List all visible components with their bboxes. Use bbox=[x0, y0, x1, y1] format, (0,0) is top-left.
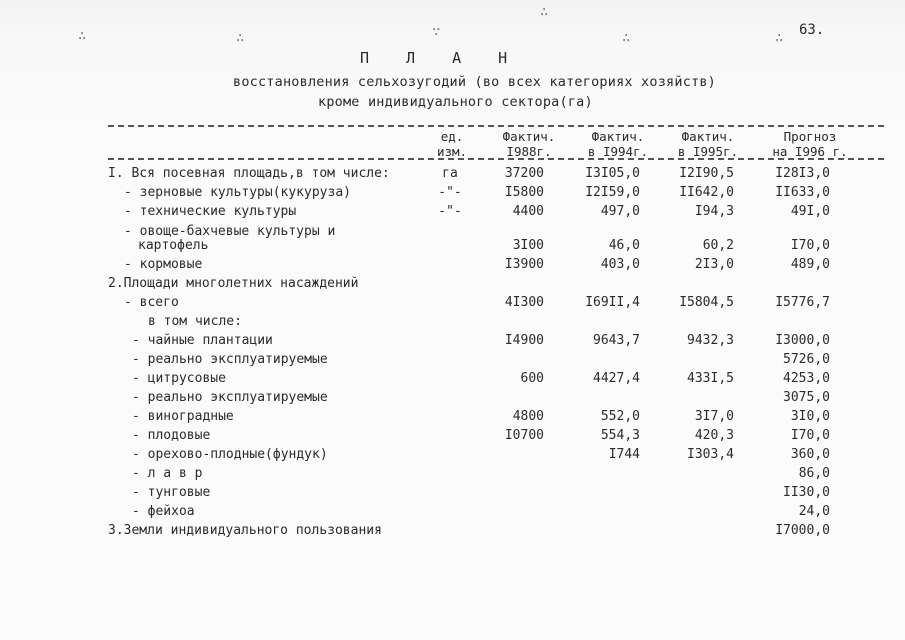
cell-1996: I70,0 bbox=[790, 238, 830, 253]
cell-1994: 4427,4 bbox=[593, 371, 640, 386]
cell-1996: I7000,0 bbox=[775, 523, 830, 538]
row-label: - орехово-плодные(фундук) bbox=[132, 447, 328, 462]
cell-1994: I744 bbox=[608, 447, 640, 462]
cell-1988: I4900 bbox=[504, 333, 544, 348]
row-label: - л а в р bbox=[132, 466, 203, 481]
cell-1988: 4400 bbox=[512, 204, 544, 219]
cell-1996: 360,0 bbox=[790, 447, 830, 462]
ink-smudge: ∴ bbox=[622, 30, 631, 46]
cell-1994: 552,0 bbox=[600, 409, 640, 424]
cell-1988: 3I00 bbox=[512, 238, 544, 253]
cell-1996: 24,0 bbox=[798, 504, 830, 519]
cell-1995: 2I3,0 bbox=[694, 257, 734, 272]
cell-1994: 46,0 bbox=[608, 238, 640, 253]
cell-1995: 60,2 bbox=[702, 238, 734, 253]
row-label: - технические культуры bbox=[124, 204, 297, 219]
cell-1996: 86,0 bbox=[798, 466, 830, 481]
header-1995-line1: Фактич. bbox=[681, 129, 735, 144]
cell-1995: I303,4 bbox=[687, 447, 734, 462]
row-label: - чайные плантации bbox=[132, 333, 273, 348]
header-unit-line2: изм. bbox=[436, 144, 468, 159]
header-1994-line1: Фактич. bbox=[591, 129, 645, 144]
cell-1995: I94,3 bbox=[694, 204, 734, 219]
header-1994 bbox=[574, 129, 662, 159]
cell-1988: I3900 bbox=[504, 257, 544, 272]
row-label: - зерновые культуры(кукуруза) bbox=[124, 185, 351, 200]
cell-1996: 3075,0 bbox=[783, 390, 830, 405]
row-label: I. Вся посевная площадь,в том числе: bbox=[108, 166, 390, 181]
row-label: - реально эксплуатируемые bbox=[132, 352, 328, 367]
cell-1995: 3I7,0 bbox=[694, 409, 734, 424]
cell-1995: 433I,5 bbox=[687, 371, 734, 386]
ink-smudge: ∴ bbox=[540, 4, 549, 20]
row-label: - всего bbox=[124, 295, 179, 310]
row-label: - плодовые bbox=[132, 428, 211, 443]
cell-1996: I28I3,0 bbox=[775, 166, 830, 181]
row-label: картофель bbox=[138, 238, 209, 253]
cell-1988: 4I300 bbox=[504, 295, 544, 310]
cell-1995: 9432,3 bbox=[687, 333, 734, 348]
cell-1996: 3I0,0 bbox=[790, 409, 830, 424]
header-1994-line2: в I994г. bbox=[587, 144, 649, 159]
cell-1994: I3I05,0 bbox=[585, 166, 640, 181]
cell-1994: 403,0 bbox=[600, 257, 640, 272]
header-unit bbox=[430, 129, 474, 159]
cell-1995: II642,0 bbox=[679, 185, 734, 200]
cell-1988: 37200 bbox=[504, 166, 544, 181]
cell-1988: I5800 bbox=[504, 185, 544, 200]
header-1995-line2: в I995г. bbox=[677, 144, 739, 159]
cell-unit: га bbox=[442, 166, 458, 181]
document-subtitle-line1: восстановления сельхозугодий (во всех категориях хозяйств) bbox=[233, 74, 717, 90]
row-label: - тунговые bbox=[132, 485, 211, 500]
cell-1996: 489,0 bbox=[790, 257, 830, 272]
cell-1996: 5726,0 bbox=[783, 352, 830, 367]
cell-unit: -"- bbox=[438, 204, 462, 219]
ink-smudge: ∴ bbox=[775, 30, 784, 46]
cell-1996: I3000,0 bbox=[775, 333, 830, 348]
header-1995 bbox=[664, 129, 752, 159]
cell-1994: 497,0 bbox=[600, 204, 640, 219]
ink-smudge: ∴ bbox=[78, 28, 87, 44]
cell-1996: I5776,7 bbox=[775, 295, 830, 310]
row-label: 2.Площади многолетних насаждений bbox=[108, 276, 359, 291]
header-1996 bbox=[760, 129, 860, 159]
header-1988-line1: Фактич. bbox=[502, 129, 556, 144]
cell-1995: I5804,5 bbox=[679, 295, 734, 310]
cell-1996: II30,0 bbox=[783, 485, 830, 500]
row-label: в том числе: bbox=[148, 314, 242, 329]
cell-1988: 4800 bbox=[512, 409, 544, 424]
row-label: - фейхоа bbox=[132, 504, 195, 519]
cell-1994: I69II,4 bbox=[585, 295, 640, 310]
cell-1996: 49I,0 bbox=[790, 204, 830, 219]
cell-1996: I70,0 bbox=[790, 428, 830, 443]
row-label: - овоще-бахчевые культуры и bbox=[124, 224, 336, 239]
cell-1994: 554,3 bbox=[600, 428, 640, 443]
page-number: 63. bbox=[799, 22, 825, 38]
cell-1995: 420,3 bbox=[694, 428, 734, 443]
cell-1988: I0700 bbox=[504, 428, 544, 443]
cell-1994: 9643,7 bbox=[593, 333, 640, 348]
document-title: П Л А Н bbox=[360, 49, 522, 67]
row-label: - кормовые bbox=[124, 257, 203, 272]
header-1988 bbox=[492, 129, 566, 159]
cell-1994: I2I59,0 bbox=[585, 185, 640, 200]
cell-1996: 4253,0 bbox=[783, 371, 830, 386]
document-subtitle-line2: кроме индивидуального сектора(га) bbox=[318, 94, 593, 110]
cell-1996: II633,0 bbox=[775, 185, 830, 200]
cell-1995: I2I90,5 bbox=[679, 166, 734, 181]
row-label: - реально эксплуатируемые bbox=[132, 390, 328, 405]
cell-unit: -"- bbox=[438, 185, 462, 200]
header-1988-line2: I988г. bbox=[506, 144, 552, 159]
cell-1988: 600 bbox=[520, 371, 544, 386]
ink-smudge: ∵ bbox=[432, 24, 441, 40]
row-label: - виноградные bbox=[132, 409, 234, 424]
ink-smudge: ∴ bbox=[236, 30, 245, 46]
row-label: - цитрусовые bbox=[132, 371, 226, 386]
header-unit-line1: ед. bbox=[440, 129, 464, 144]
header-1996-line1: Прогноз bbox=[783, 129, 837, 144]
row-label: 3.Земли индивидуального пользования bbox=[108, 523, 382, 538]
header-1996-line2: на I996 г. bbox=[772, 144, 848, 159]
